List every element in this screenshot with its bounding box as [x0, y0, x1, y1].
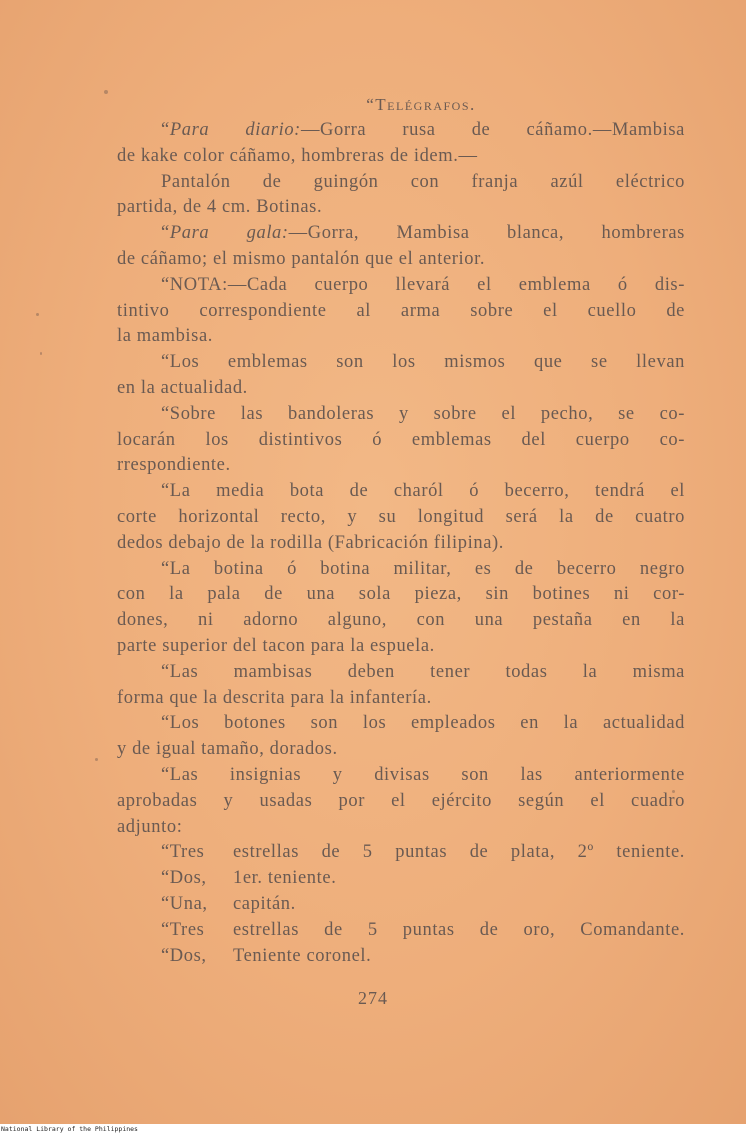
italic-heading: Para gala: [169, 223, 289, 244]
paper-speck [36, 313, 39, 316]
rank-description: estrellas de 5 puntas de oro, Comandante. [233, 919, 685, 940]
text-line: aprobadas y usadas por el ejército según el cuadro [117, 790, 685, 811]
rank-list-item [117, 944, 685, 970]
text-line: rrespondiente. [117, 455, 231, 476]
text-line: la mambisa. [117, 326, 213, 347]
running-head: “Telégrafos. [366, 95, 476, 114]
text-line: parte superior del tacon para la espuela. [117, 635, 435, 656]
text-line: “Las mambisas deben tener todas la misma [161, 661, 685, 682]
text-line: “Los emblemas son los mismos que se llevan [161, 352, 685, 373]
paragraph-para-diario [117, 118, 685, 170]
paragraph-botina [117, 557, 685, 660]
text-line: “La media bota de charól ó becerro, tendrá el [161, 481, 685, 502]
text-line: de kake color cáñamo, hombreras de idem.— [117, 145, 478, 166]
rank-description: 1er. teniente. [233, 868, 337, 889]
paragraph-emblemas [117, 350, 685, 402]
text-line: partida, de 4 cm. Botinas. [117, 197, 323, 218]
open-quote: “ [161, 223, 170, 244]
text-line [117, 118, 685, 144]
text-line: dones, ni adorno alguno, con una pestaña en la [117, 610, 685, 631]
text-run: —Gorra rusa de cáñamo.—Mambisa [300, 120, 685, 140]
text-line: adjunto: [117, 816, 183, 837]
text-line: corte horizontal recto, y su longitud será la de cuatro [117, 506, 685, 527]
page-text [117, 92, 685, 969]
paragraph-bandoleras [117, 402, 685, 479]
paragraph-media-bota [117, 479, 685, 556]
rank-count: “Dos, [161, 945, 207, 966]
paragraph-nota [117, 273, 685, 350]
rank-list [117, 840, 685, 969]
text-line: dedos debajo de la rodilla (Fabricación filipina). [117, 532, 505, 553]
paper-speck [104, 90, 108, 94]
rank-description: Teniente coronel. [233, 945, 372, 966]
text-line: tintivo correspondiente al arma sobre el cuello de [117, 300, 685, 321]
rank-count: “Tres [161, 919, 205, 940]
rank-list-item [117, 918, 685, 944]
text-line: “NOTA:—Cada cuerpo llevará el emblema ó dis- [161, 274, 685, 295]
text-line: de cáñamo; el mismo pantalón que el anterior. [117, 248, 486, 269]
text-line: locarán los distintivos ó emblemas del cuerpo co- [117, 429, 685, 450]
paragraph-insignias [117, 763, 685, 840]
paragraph-botones [117, 711, 685, 763]
text-line: en la actualidad. [117, 377, 248, 398]
text-line: con la pala de una sola pieza, sin botines ni cor- [117, 584, 685, 605]
rank-list-item [117, 892, 685, 918]
text-line: “La botina ó botina militar, es de becerro negro [161, 558, 685, 579]
paragraph-pantalon [117, 170, 685, 222]
rank-count: “Dos, [161, 868, 207, 889]
rank-description: capitán. [233, 893, 296, 914]
text-line: y de igual tamaño, dorados. [117, 739, 338, 760]
text-line: “Los botones son los empleados en la actualidad [161, 713, 685, 734]
rank-list-item [117, 840, 685, 866]
library-credit: National Library of the Philippines [1, 1125, 138, 1133]
italic-heading: Para diario: [169, 120, 301, 140]
paragraph-mambisas [117, 660, 685, 712]
text-line: “Las insignias y divisas son las anteriormente [161, 764, 685, 785]
text-line: “Sobre las bandoleras y sobre el pecho, se co- [161, 403, 685, 424]
text-line [117, 221, 685, 247]
rank-description: estrellas de 5 puntas de plata, 2º teniente. [233, 842, 685, 863]
paragraph-para-gala [117, 221, 685, 273]
open-quote: “ [161, 120, 170, 140]
rank-count: “Una, [161, 893, 208, 914]
rank-count: “Tres [161, 842, 205, 863]
text-run: —Gorra, Mambisa blanca, hombreras [288, 223, 685, 244]
paper-speck [95, 758, 98, 761]
rank-list-item [117, 866, 685, 892]
paper-speck [40, 352, 42, 355]
text-line: Pantalón de guingón con franja azúl eléctrico [161, 171, 685, 192]
page-number: 274 [358, 988, 388, 1008]
text-line: forma que la descrita para la infantería. [117, 687, 432, 708]
